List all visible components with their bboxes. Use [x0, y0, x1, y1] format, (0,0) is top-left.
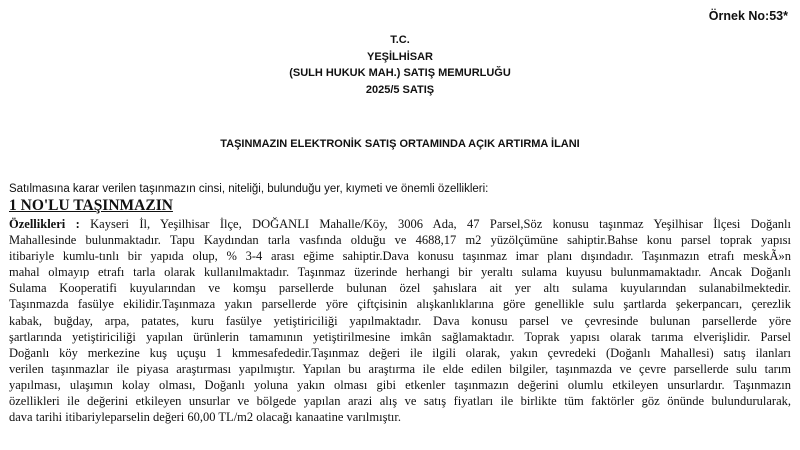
header-line-case-no: 2025/5 SATIŞ: [365, 83, 435, 96]
description-line: kabak, buğday, arpa, patates, kuru fasülye yetiştiriciliği yapılmaktadır. Dava konusu parsel ve çevresinde bulunan parsellerde yöre: [9, 313, 791, 328]
description-line: yapılması, ulaşımın kolay olması, Doğanlı yoluna yakın olması gibi etkenler taşınmazın değerini olumlu etkileyen unsurlardır. Taşınmazın: [9, 377, 791, 392]
document-header: [0, 32, 800, 98]
description-line: şartlarında yetiştiriciliği yapılan ürünlerin tamamının yetiştirilmesine imkân sağlamaktadır. Toprak yapısı olarak tarıma elverişlidir. Parsel: [9, 329, 791, 344]
section-title: 1 NO'LU TAŞINMAZIN: [9, 197, 173, 214]
description-line: Doğanlı köy merkezine kuş uçuşu 1 kmmesafededir.Taşınmaz değeri ile ilgili olarak, yakın çevredeki (Doğanlı Mahallesi) satış ilanları: [9, 345, 791, 360]
description-line: dava tarihi itibariyleparselin değeri 60,00 TL/m2 olacağı kanaatine varılmıştır.: [9, 410, 402, 425]
features-label: Özellikleri :: [9, 217, 80, 231]
description-line: Sulama Kooperatifi kuyularından ve komşu parsellerde bulunan özel şahıslara ait yer altı sulama kuyularından sulanabilmektedir.: [9, 281, 791, 296]
header-line-tc: T.C.: [390, 34, 410, 46]
description-line: verilen taşınmazlar ile piyasa araştırması yapılmıştır. Yapılan bu araştırma ile elde edilen bilgiler, taşınmazda ve çevre parsellerde sulu tarım: [9, 361, 791, 376]
header-line-office: (SULH HUKUK MAH.) SATIŞ MEMURLUĞU: [289, 67, 511, 79]
description-line: [9, 216, 791, 232]
header-line-district: YEŞİLHİSAR: [366, 50, 433, 63]
description-line: özellikleri ile değerini etkileyen unsurlar ve bölgede yapılan arazi alış ve satış fiyatları ile birlikte tüm faktörler göz önünde bulundurularak,: [9, 394, 791, 409]
description-line-text: Kayseri İl, Yeşilhisar İlçe, DOĞANLI Mahalle/Köy, 3006 Ada, 47 Parsel,Söz konusu taşınmaz Yeşilhisar İlçesi Doğanlı: [79, 217, 791, 231]
description-line: Mahallesinde bulunmaktadır. Tapu Kaydından tarla vasfında olduğu ve 4688,17 m2 yüzölçümüne sahiptir.Bahse konu parsel toprak yapısı: [9, 233, 791, 248]
description-line: Taşınmazda fasülye ekilidir.Taşınmaza yakın parsellerde yöre çiftçisinin alışkanlıklarına göre genellikle sulu şartlarda şekerpancarı, çerezlik: [9, 297, 791, 312]
notice-title: TAŞINMAZIN ELEKTRONİK SATIŞ ORTAMINDA AÇIK ARTIRMA İLANI: [220, 138, 580, 150]
intro-text: Satılmasına karar verilen taşınmazın cinsi, niteliği, bulunduğu yer, kıymeti ve önemli özellikleri:: [9, 183, 489, 195]
property-description: [9, 216, 791, 425]
sample-number: Örnek No:53*: [708, 9, 788, 23]
description-line: mahal olmayıp etrafı tarla olarak kullanılmaktadır. Taşınmaz üzerinde herhangi bir yeraltı sulama kuyusu bulunmamaktadır. Ancak Doğanlı: [9, 265, 791, 280]
description-line: itibariyle kumlu-tınlı bir yapıda olup, % 3-4 arası eğime sahiptir.Dava konusu taşınmaz imar planı dışındadır. Taşınmazın etrafı meskÃ»n: [9, 249, 791, 264]
